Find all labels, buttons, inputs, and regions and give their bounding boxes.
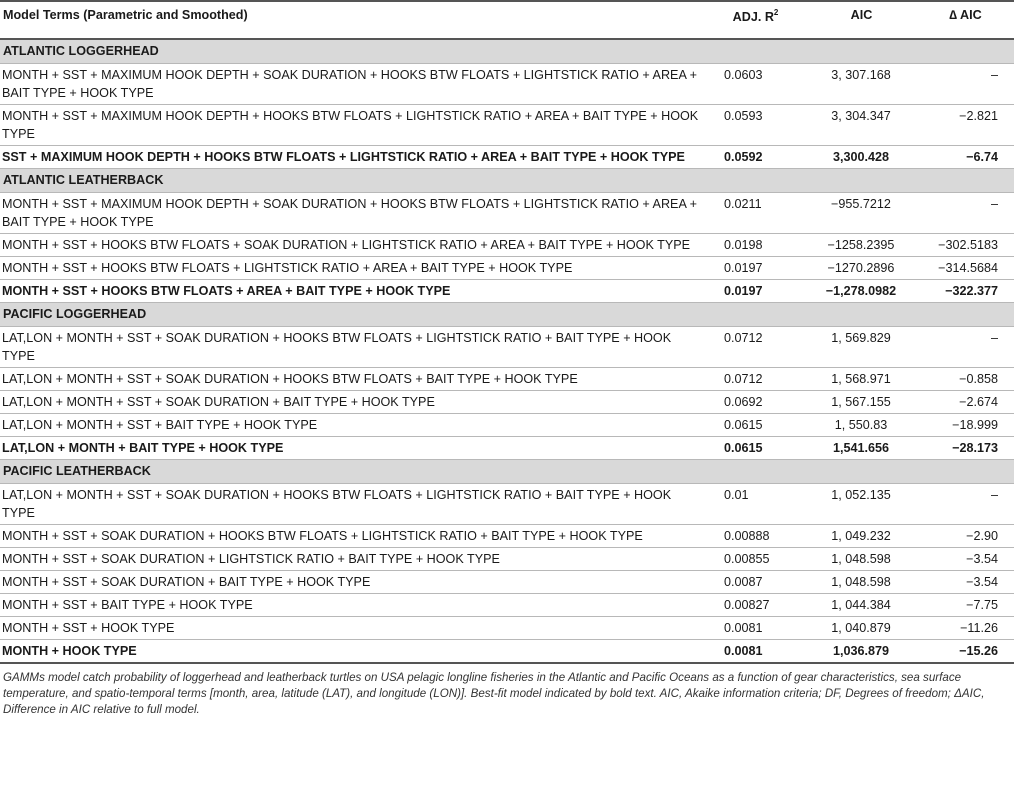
- model-terms-cell: MONTH + SST + HOOKS BTW FLOATS + LIGHTSTICK RATIO + AREA + BAIT TYPE + HOOK TYPE: [0, 257, 706, 280]
- adj-r2-cell: 0.0081: [706, 617, 806, 640]
- model-terms-cell: MONTH + SST + SOAK DURATION + BAIT TYPE + HOOK TYPE: [0, 571, 706, 594]
- section-header-row: [0, 169, 1014, 193]
- aic-cell: 3, 304.347: [806, 105, 918, 146]
- table-row: [0, 617, 1014, 640]
- adj-r2-cell: 0.0615: [706, 437, 806, 460]
- adj-r2-cell: 0.0692: [706, 391, 806, 414]
- aic-cell: 1,036.879: [806, 640, 918, 664]
- table-row: [0, 548, 1014, 571]
- table-row: [0, 484, 1014, 525]
- delta-aic-cell: −6.74: [918, 146, 1014, 169]
- table-row: [0, 437, 1014, 460]
- delta-aic-cell: −7.75: [918, 594, 1014, 617]
- model-terms-cell: LAT,LON + MONTH + SST + SOAK DURATION + BAIT TYPE + HOOK TYPE: [0, 391, 706, 414]
- aic-cell: 3,300.428: [806, 146, 918, 169]
- model-terms-cell: LAT,LON + MONTH + SST + SOAK DURATION + HOOKS BTW FLOATS + LIGHTSTICK RATIO + BAIT TYPE + HOOK TYPE: [0, 327, 706, 368]
- table-row: [0, 146, 1014, 169]
- aic-cell: 1, 052.135: [806, 484, 918, 525]
- delta-aic-cell: –: [918, 193, 1014, 234]
- adj-r2-cell: 0.0712: [706, 368, 806, 391]
- delta-aic-cell: −3.54: [918, 571, 1014, 594]
- aic-cell: 1, 048.598: [806, 571, 918, 594]
- section-title: ATLANTIC LOGGERHEAD: [0, 39, 1014, 64]
- model-terms-cell: MONTH + SST + HOOK TYPE: [0, 617, 706, 640]
- model-terms-cell: LAT,LON + MONTH + SST + SOAK DURATION + HOOKS BTW FLOATS + BAIT TYPE + HOOK TYPE: [0, 368, 706, 391]
- model-terms-cell: MONTH + SST + SOAK DURATION + LIGHTSTICK RATIO + BAIT TYPE + HOOK TYPE: [0, 548, 706, 571]
- table-row: [0, 640, 1014, 664]
- adj-r2-cell: 0.0197: [706, 257, 806, 280]
- adj-r2-cell: 0.0087: [706, 571, 806, 594]
- header-adj-r2-label: ADJ. R: [732, 10, 774, 24]
- delta-aic-cell: –: [918, 64, 1014, 105]
- aic-cell: 1, 550.83: [806, 414, 918, 437]
- delta-aic-cell: −28.173: [918, 437, 1014, 460]
- delta-aic-cell: −2.674: [918, 391, 1014, 414]
- model-terms-cell: MONTH + SST + HOOKS BTW FLOATS + AREA + BAIT TYPE + HOOK TYPE: [0, 280, 706, 303]
- model-terms-cell: MONTH + SST + SOAK DURATION + HOOKS BTW FLOATS + LIGHTSTICK RATIO + BAIT TYPE + HOOK TYPE: [0, 525, 706, 548]
- aic-cell: 1, 049.232: [806, 525, 918, 548]
- aic-cell: 1,541.656: [806, 437, 918, 460]
- table-row: [0, 193, 1014, 234]
- adj-r2-cell: 0.00827: [706, 594, 806, 617]
- delta-aic-cell: −3.54: [918, 548, 1014, 571]
- delta-aic-cell: −11.26: [918, 617, 1014, 640]
- model-terms-cell: LAT,LON + MONTH + BAIT TYPE + HOOK TYPE: [0, 437, 706, 460]
- table-row: [0, 327, 1014, 368]
- table-caption: GAMMs model catch probability of loggerhead and leatherback turtles on USA pelagic longline fisheries in the Atlantic and Pacific Oceans as a function of gear characteristics, sea surface temperature, and spatio-temporal terms [month, area, latitude (LAT), and longitude (LON)]. Best-fit model indicated by bold text. AIC, Akaike information criteria; DF, Degrees of freedom; ΔAIC, Difference in AIC relative to full model.: [3, 671, 985, 716]
- delta-aic-cell: −2.90: [918, 525, 1014, 548]
- table-row: [0, 257, 1014, 280]
- section-title: PACIFIC LEATHERBACK: [0, 460, 1014, 484]
- table-row: [0, 594, 1014, 617]
- section-header-row: [0, 303, 1014, 327]
- table-row: [0, 414, 1014, 437]
- adj-r2-cell: 0.00888: [706, 525, 806, 548]
- adj-r2-cell: 0.0592: [706, 146, 806, 169]
- adj-r2-cell: 0.0615: [706, 414, 806, 437]
- adj-r2-cell: 0.0211: [706, 193, 806, 234]
- section-title: PACIFIC LOGGERHEAD: [0, 303, 1014, 327]
- table-row: [0, 368, 1014, 391]
- section-header-row: [0, 460, 1014, 484]
- aic-cell: 1, 569.829: [806, 327, 918, 368]
- table-row: [0, 391, 1014, 414]
- model-terms-cell: MONTH + HOOK TYPE: [0, 640, 706, 664]
- table-row: [0, 64, 1014, 105]
- model-terms-cell: MONTH + SST + HOOKS BTW FLOATS + SOAK DURATION + LIGHTSTICK RATIO + AREA + BAIT TYPE + HOOK TYPE: [0, 234, 706, 257]
- aic-cell: 1, 567.155: [806, 391, 918, 414]
- header-model-terms: Model Terms (Parametric and Smoothed): [0, 1, 706, 39]
- aic-cell: −1258.2395: [806, 234, 918, 257]
- adj-r2-cell: 0.0081: [706, 640, 806, 664]
- aic-cell: −1,278.0982: [806, 280, 918, 303]
- delta-aic-cell: −2.821: [918, 105, 1014, 146]
- table-body: [0, 39, 1014, 663]
- aic-cell: 1, 040.879: [806, 617, 918, 640]
- aic-cell: 1, 048.598: [806, 548, 918, 571]
- adj-r2-cell: 0.00855: [706, 548, 806, 571]
- table-header: [0, 1, 1014, 39]
- delta-aic-cell: –: [918, 327, 1014, 368]
- aic-cell: −1270.2896: [806, 257, 918, 280]
- header-adj-r2-superscript: 2: [773, 8, 779, 17]
- table-row: [0, 105, 1014, 146]
- aic-cell: 3, 307.168: [806, 64, 918, 105]
- header-row: [0, 1, 1014, 39]
- adj-r2-cell: 0.0593: [706, 105, 806, 146]
- model-terms-cell: MONTH + SST + BAIT TYPE + HOOK TYPE: [0, 594, 706, 617]
- header-aic: AIC: [806, 1, 918, 39]
- section-header-row: [0, 39, 1014, 64]
- header-delta-aic: ∆ AIC: [918, 1, 1014, 39]
- delta-aic-cell: −302.5183: [918, 234, 1014, 257]
- header-adj-r2: [706, 1, 806, 39]
- adj-r2-cell: 0.01: [706, 484, 806, 525]
- aic-cell: 1, 568.971: [806, 368, 918, 391]
- adj-r2-cell: 0.0198: [706, 234, 806, 257]
- delta-aic-cell: −15.26: [918, 640, 1014, 664]
- delta-aic-cell: –: [918, 484, 1014, 525]
- table-row: [0, 571, 1014, 594]
- section-title: ATLANTIC LEATHERBACK: [0, 169, 1014, 193]
- model-terms-cell: MONTH + SST + MAXIMUM HOOK DEPTH + SOAK DURATION + HOOKS BTW FLOATS + LIGHTSTICK RATIO + AREA + BAIT TYPE + HOOK TYPE: [0, 64, 706, 105]
- aic-cell: −955.7212: [806, 193, 918, 234]
- model-terms-cell: MONTH + SST + MAXIMUM HOOK DEPTH + HOOKS BTW FLOATS + LIGHTSTICK RATIO + AREA + BAIT TYPE + HOOK TYPE: [0, 105, 706, 146]
- table-row: [0, 280, 1014, 303]
- model-terms-cell: MONTH + SST + MAXIMUM HOOK DEPTH + SOAK DURATION + HOOKS BTW FLOATS + LIGHTSTICK RATIO + AREA + BAIT TYPE + HOOK TYPE: [0, 193, 706, 234]
- delta-aic-cell: −18.999: [918, 414, 1014, 437]
- table-row: [0, 234, 1014, 257]
- adj-r2-cell: 0.0712: [706, 327, 806, 368]
- adj-r2-cell: 0.0197: [706, 280, 806, 303]
- delta-aic-cell: −314.5684: [918, 257, 1014, 280]
- model-terms-cell: LAT,LON + MONTH + SST + BAIT TYPE + HOOK TYPE: [0, 414, 706, 437]
- delta-aic-cell: −322.377: [918, 280, 1014, 303]
- delta-aic-cell: −0.858: [918, 368, 1014, 391]
- model-terms-cell: LAT,LON + MONTH + SST + SOAK DURATION + HOOKS BTW FLOATS + LIGHTSTICK RATIO + BAIT TYPE + HOOK TYPE: [0, 484, 706, 525]
- adj-r2-cell: 0.0603: [706, 64, 806, 105]
- table-row: [0, 525, 1014, 548]
- aic-cell: 1, 044.384: [806, 594, 918, 617]
- model-terms-cell: SST + MAXIMUM HOOK DEPTH + HOOKS BTW FLOATS + LIGHTSTICK RATIO + AREA + BAIT TYPE + HOOK TYPE: [0, 146, 706, 169]
